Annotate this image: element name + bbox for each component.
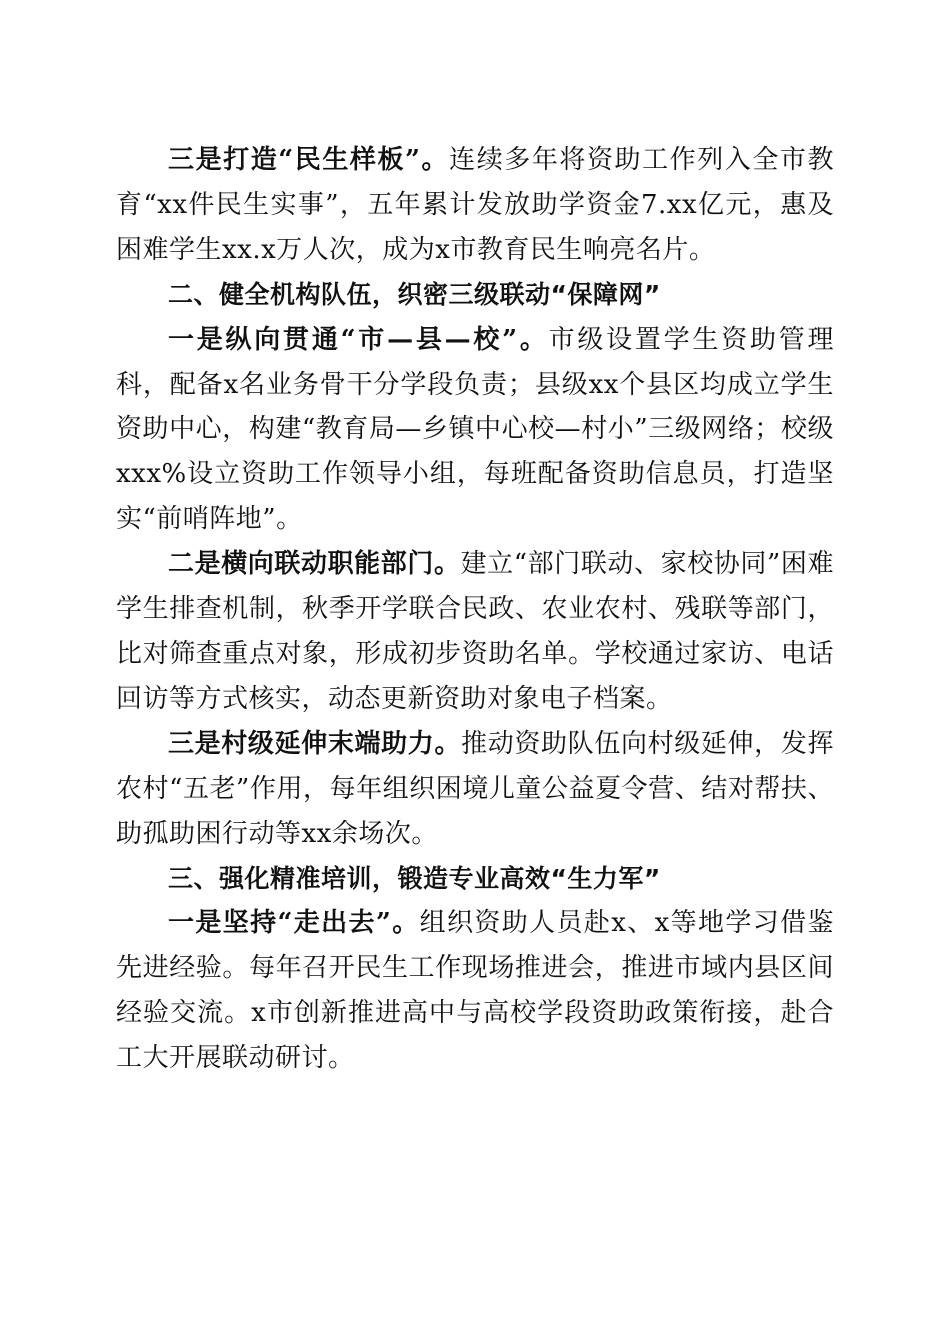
paragraph-lead: 三是打造“民生样板”。 xyxy=(168,145,450,175)
paragraph-minsheng-model xyxy=(116,138,834,273)
paragraph-text: 市级设置学生资助管理科，配备x名业务骨干分学段负责；县级xx个县区均成立学生资助中心，构建“教育局—乡镇中心校—村小”三级网络；校级xxx%设立资助工作领导小组，每班配备资助信息员，打造坚实“前哨阵地”。 xyxy=(116,324,834,535)
document-page xyxy=(116,138,834,1081)
paragraph-lead: 二是横向联动职能部门。 xyxy=(168,549,461,580)
paragraph-text: 组织资助人员赴x、x等地学习借鉴先进经验。每年召开民生工作现场推进会，推进市域内县区间经验交流。x市创新推进高中与高校学段资助政策衔接，赴合工大开展联动研讨。 xyxy=(116,908,835,1074)
section-heading-2: 二、健全机构队伍，织密三级联动“保障网” xyxy=(168,279,661,309)
paragraph-lead: 一是坚持“走出去”。 xyxy=(168,908,420,939)
paragraph-horizontal xyxy=(116,542,834,722)
paragraph-text: 建立“部门联动、家校协同”困难学生排查机制，秋季开学联合民政、农业农村、残联等部门，比对筛查重点对象，形成初步资助名单。学校通过家访、电话回访等方式核实，动态更新资助对象电子档案。 xyxy=(116,549,834,714)
paragraph-lead: 三是村级延伸末端助力。 xyxy=(168,728,462,759)
paragraph-lead: 一是纵向贯通“市—县—校”。 xyxy=(168,324,549,355)
paragraph-vertical xyxy=(116,318,834,543)
paragraph-text: 推动资助队伍向村级延伸，发挥农村“五老”作用，每年组织困境儿童公益夏令营、结对帮扶、助孤助困行动等xx余场次。 xyxy=(116,728,834,849)
paragraph-go-out xyxy=(116,901,834,1081)
paragraph-text: 连续多年将资助工作列入全市教育“xx件民生实事”，五年累计发放助学资金7.xx亿元，惠及困难学生xx.x万人次，成为x市教育民生响亮名片。 xyxy=(116,145,834,265)
paragraph-village xyxy=(116,722,834,857)
section-heading-3: 三、强化精准培训，锻造专业高效“生力军” xyxy=(168,863,661,893)
